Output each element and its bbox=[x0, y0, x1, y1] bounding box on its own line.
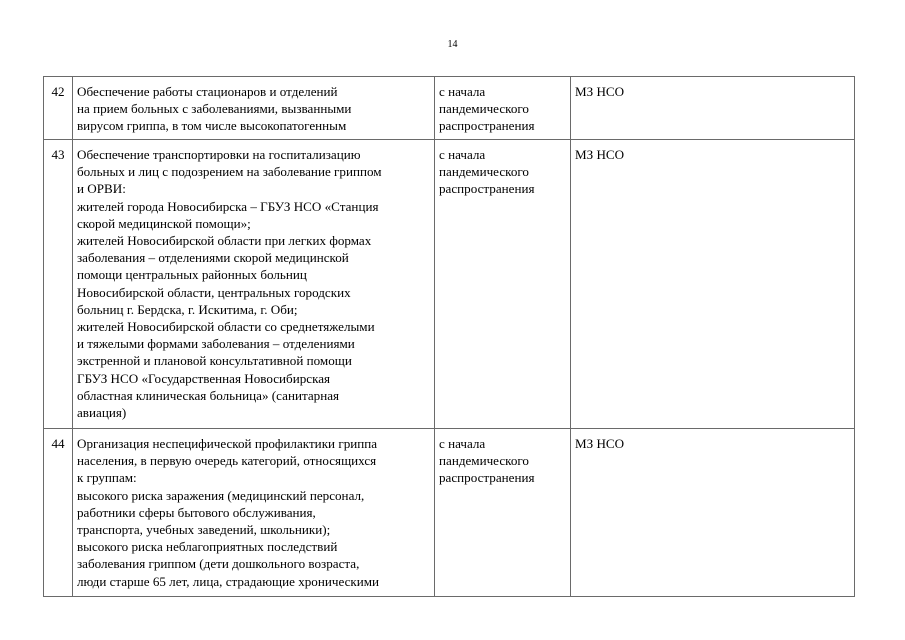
description-line: скорой медицинской помощи»; bbox=[77, 215, 251, 231]
row-number: 42 bbox=[44, 77, 73, 140]
term-line: пандемического bbox=[439, 101, 529, 117]
description-line: и ОРВИ: bbox=[77, 181, 126, 197]
description-line: ГБУЗ НСО «Государственная Новосибирская bbox=[77, 370, 331, 386]
page-number: 14 bbox=[447, 39, 458, 50]
description-line: высокого риска заражения (медицинский персонал, bbox=[77, 487, 365, 503]
description-line: к группам: bbox=[77, 470, 137, 486]
description-line: заболевания – отделениями скорой медицинской bbox=[77, 250, 349, 266]
description-line: высокого риска неблагоприятных последствий bbox=[77, 539, 338, 555]
description-line: больных и лиц с подозрением на заболевание гриппом bbox=[77, 164, 382, 180]
term-line: пандемического bbox=[439, 164, 529, 180]
description-line: областная клиническая больница» (санитарная bbox=[77, 387, 340, 403]
measure-term bbox=[435, 140, 571, 429]
description-line: населения, в первую очередь категорий, относящихся bbox=[77, 453, 377, 469]
description-line: заболевания гриппом (дети дошкольного возраста, bbox=[77, 556, 360, 572]
description-line: больниц г. Бердска, г. Искитима, г. Оби; bbox=[77, 301, 298, 317]
measure-executor: МЗ НСО bbox=[571, 429, 855, 597]
measure-description bbox=[73, 429, 435, 597]
term-line: распространения bbox=[439, 181, 535, 197]
measure-term bbox=[435, 77, 571, 140]
table-row bbox=[44, 429, 855, 597]
term-line: распространения bbox=[439, 118, 535, 134]
description-line: Новосибирской области, центральных городских bbox=[77, 284, 351, 300]
description-line: на прием больных с заболеваниями, вызванными bbox=[77, 101, 352, 117]
description-line: жителей Новосибирской области при легких формах bbox=[77, 233, 372, 249]
description-line: и тяжелыми формами заболевания – отделениями bbox=[77, 336, 355, 352]
measures-table bbox=[43, 76, 855, 597]
measure-term bbox=[435, 429, 571, 597]
term-line: распространения bbox=[439, 470, 535, 486]
description-line: вирусом гриппа, в том числе высокопатогенным bbox=[77, 118, 347, 134]
description-line: экстренной и плановой консультативной помощи bbox=[77, 353, 352, 369]
description-line: жителей Новосибирской области со среднетяжелыми bbox=[77, 319, 375, 335]
table-row bbox=[44, 140, 855, 429]
row-number: 43 bbox=[44, 140, 73, 429]
measure-description bbox=[73, 77, 435, 140]
term-line: с начала bbox=[439, 84, 486, 99]
description-line: помощи центральных районных больниц bbox=[77, 267, 307, 283]
term-line: с начала bbox=[439, 436, 486, 451]
measure-executor: МЗ НСО bbox=[571, 140, 855, 429]
measure-executor: МЗ НСО bbox=[571, 77, 855, 140]
description-line: авиация) bbox=[77, 405, 127, 421]
description-line: работники сферы бытового обслуживания, bbox=[77, 504, 316, 520]
description-line: Организация неспецифической профилактики гриппа bbox=[77, 436, 378, 451]
description-line: Обеспечение работы стационаров и отделений bbox=[77, 84, 338, 99]
table-row bbox=[44, 77, 855, 140]
term-line: пандемического bbox=[439, 453, 529, 469]
description-line: транспорта, учебных заведений, школьники); bbox=[77, 522, 331, 538]
description-line: люди старше 65 лет, лица, страдающие хроническими bbox=[77, 573, 380, 589]
measure-description bbox=[73, 140, 435, 429]
description-line: жителей города Новосибирска – ГБУЗ НСО «Станция bbox=[77, 198, 379, 214]
term-line: с начала bbox=[439, 147, 486, 162]
row-number: 44 bbox=[44, 429, 73, 597]
description-line: Обеспечение транспортировки на госпитализацию bbox=[77, 147, 361, 162]
